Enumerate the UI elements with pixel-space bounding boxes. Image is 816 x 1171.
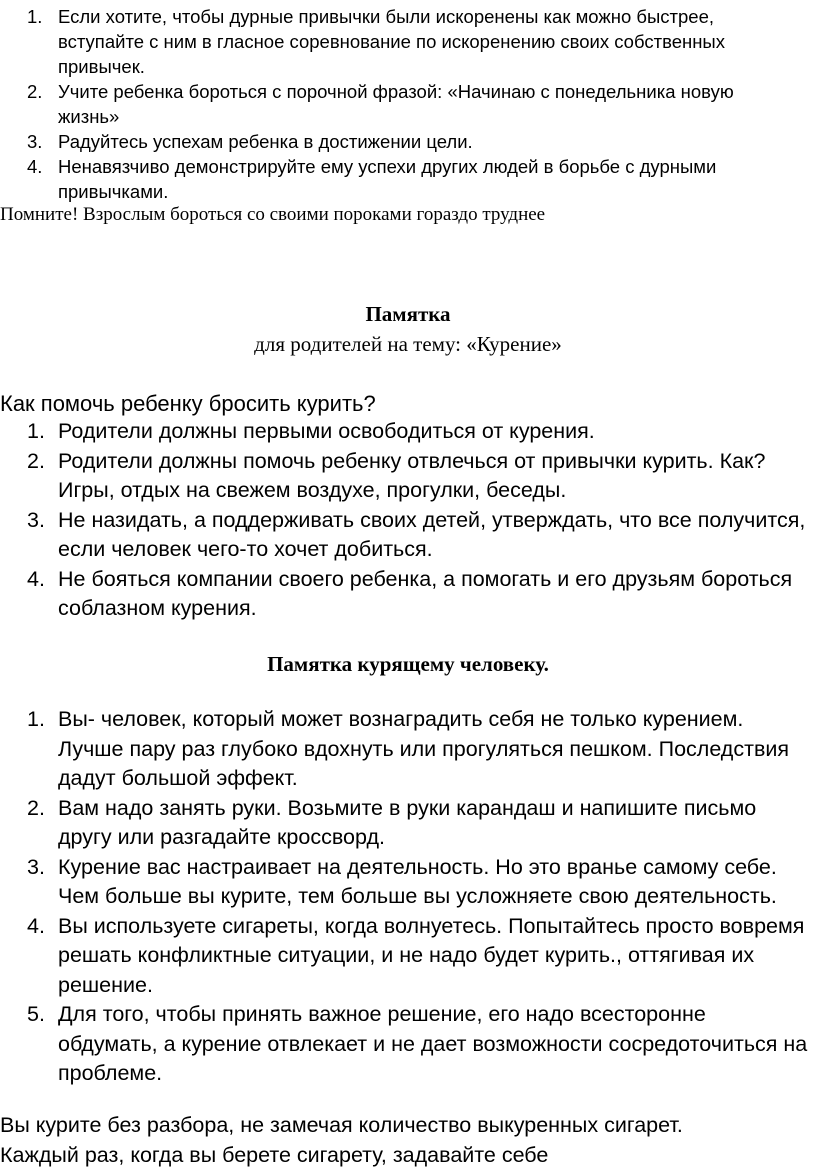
list-item-number: 5. — [27, 1002, 45, 1026]
list-item-number: 3. — [27, 854, 45, 879]
list-item — [0, 154, 816, 204]
list-item-number: 1. — [27, 6, 43, 27]
memo-parents-list — [0, 417, 816, 624]
list-item-number: 3. — [27, 507, 45, 532]
list-item — [0, 794, 816, 853]
memo-parents-question: Как помочь ребенку бросить курить? — [0, 391, 376, 416]
list-item-number: 3. — [27, 131, 43, 152]
remember-note: Помните! Взрослым бороться со своими пороками гораздо труднее — [0, 204, 546, 225]
list-item-text: Не назидать, а поддерживать своих детей, утверждать, что все получится, если человек чего-то хочет добиться. — [58, 507, 806, 561]
list-item-text: Учите ребенка бороться с порочной фразой: «Начинаю с понедельника новую жизнь» — [58, 81, 734, 127]
list-item — [0, 79, 816, 129]
paragraph-line: Каждый раз, когда вы берете сигарету, задавайте себе — [0, 1142, 549, 1167]
list-item-number: 4. — [27, 156, 43, 177]
list-item-number: 4. — [27, 913, 45, 938]
memo-parents-title: Памятка — [365, 302, 451, 326]
list-item — [0, 4, 816, 79]
list-item — [0, 565, 816, 624]
list-item-number: 2. — [27, 795, 45, 820]
list-item — [0, 129, 816, 154]
list-item — [0, 912, 816, 1001]
memo-smoker-title: Памятка курящему человеку. — [267, 652, 549, 676]
list-item-text: Радуйтесь успехам ребенка в достижении цели. — [58, 131, 473, 152]
memo-smoker-list — [0, 705, 816, 1089]
list-item — [0, 417, 816, 447]
list-item — [0, 1000, 816, 1089]
paragraph-line: Вы курите без разбора, не замечая количество выкуренных сигарет. — [0, 1113, 683, 1137]
list-item-text: Родители должны помочь ребенку отвлечься от привычки курить. Как? Игры, отдых на свежем воздухе, прогулки, беседы. — [58, 448, 766, 502]
list-item — [0, 447, 816, 506]
list-item-number: 2. — [27, 81, 43, 102]
list-item-text: Вам надо занять руки. Возьмите в руки карандаш и напишите письмо другу или разгадайте кроссворд. — [58, 795, 757, 849]
memo-smoker-trailing — [0, 1111, 816, 1170]
list-item-text: Курение вас настраивает на деятельность. Но это вранье самому себе. Чем больше вы курите, тем больше вы усложняете свою деятельность. — [58, 854, 777, 908]
list-item-text: Родители должны первыми освободиться от курения. — [58, 419, 595, 443]
list-item-text: Ненавязчиво демонстрируйте ему успехи других людей в борьбе с дурными привычками. — [58, 156, 717, 202]
list-item — [0, 506, 816, 565]
list-item-text: Если хотите, чтобы дурные привычки были искоренены как можно быстрее, вступайте с ним в гласное соревнование по искоренению своих собственных привычек. — [58, 6, 725, 77]
list-item-number: 2. — [27, 448, 45, 473]
list-item-number: 4. — [27, 566, 45, 591]
list-item-number: 1. — [27, 707, 45, 731]
list-item-number: 1. — [27, 419, 45, 443]
list-item — [0, 705, 816, 794]
memo-parents-subtitle: для родителей на тему: «Курение» — [254, 332, 562, 356]
list-item-text: Вы используете сигареты, когда волнуетесь. Попытайтесь просто вовремя решать конфликтные ситуации, и не надо будет курить., оттягивая их решение. — [58, 913, 805, 997]
list-item-text: Не бояться компании своего ребенка, а помогать и его друзьям бороться соблазном курения. — [58, 566, 793, 620]
list-item — [0, 853, 816, 912]
list-item-text: Для того, чтобы принять важное решение, его надо всесторонне обдумать, а курение отвлекает и не дает возможности сосредоточиться на проблеме. — [58, 1002, 808, 1085]
list-item-text: Вы- человек, который может вознаградить себя не только курением. Лучше пару раз глубоко вдохнуть или прогуляться пешком. Последствия дадут большой эффект. — [58, 707, 790, 790]
top-list — [0, 4, 816, 204]
